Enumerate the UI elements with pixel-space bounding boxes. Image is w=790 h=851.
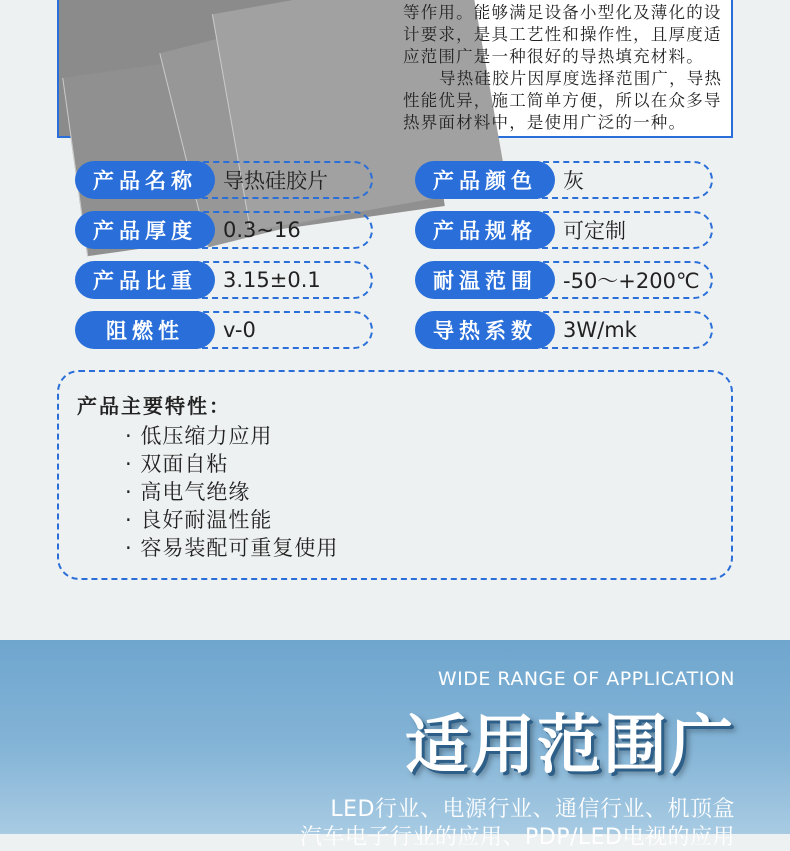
feature-item: · 双面自粘 (125, 450, 338, 478)
feature-item: · 容易装配可重复使用 (125, 534, 338, 562)
intro-panel (57, 0, 733, 138)
spec-temperature-range (415, 261, 713, 299)
spec-product-name (75, 161, 373, 199)
feature-item: · 高电气绝缘 (125, 478, 338, 506)
product-photo (59, 0, 397, 136)
spec-value: 3W/mk (533, 311, 713, 349)
spec-label: 产品颜色 (415, 161, 555, 199)
spec-value: 0.3~16 (193, 211, 373, 249)
spec-thickness (75, 211, 373, 249)
spec-label: 产品规格 (415, 211, 555, 249)
application-title: 适用范围广 (405, 709, 735, 783)
spec-label: 产品比重 (75, 261, 215, 299)
application-industries: LED行业、电源行业、通信行业、机顶盒 (330, 797, 735, 822)
spec-label: 阻燃性 (75, 311, 215, 349)
spec-value: 可定制 (533, 211, 713, 249)
spec-flame-retardancy (75, 311, 373, 349)
spec-value: 3.15±0.1 (193, 261, 373, 299)
spec-density (75, 261, 373, 299)
intro-paragraph: 等作用。能够满足设备小型化及薄化的设计要求，是具工艺性和操作性，且厚度适应范围广是一种很好的导热填充材料。 (403, 3, 722, 66)
spec-value: 导热硅胶片 (193, 161, 373, 199)
spec-value: -50～+200℃ (533, 261, 713, 299)
spec-color (415, 161, 713, 199)
spec-value: 灰 (533, 161, 713, 199)
application-subtitle: WIDE RANGE OF APPLICATION (437, 668, 735, 690)
spec-label: 耐温范围 (415, 261, 555, 299)
feature-item: · 低压缩力应用 (125, 422, 338, 450)
features-title: 产品主要特性： (77, 394, 231, 418)
spec-thermal-conductivity (415, 311, 713, 349)
application-banner (0, 640, 790, 850)
intro-description (403, 2, 731, 134)
spec-value: v-0 (193, 311, 373, 349)
spec-label: 产品厚度 (75, 211, 215, 249)
application-industries: 汽车电子行业的应用、PDP/LED电视的应用 (300, 825, 735, 850)
spec-size (415, 211, 713, 249)
features-list (125, 422, 338, 562)
features-box (57, 370, 733, 580)
spec-label: 导热系数 (415, 311, 555, 349)
intro-paragraph: 导热硅胶片因厚度选择范围广，导热性能优异，施工简单方便，所以在众多导热界面材料中，是使用广泛的一种。 (403, 69, 723, 132)
feature-item: · 良好耐温性能 (125, 506, 338, 534)
spec-label: 产品名称 (75, 161, 215, 199)
